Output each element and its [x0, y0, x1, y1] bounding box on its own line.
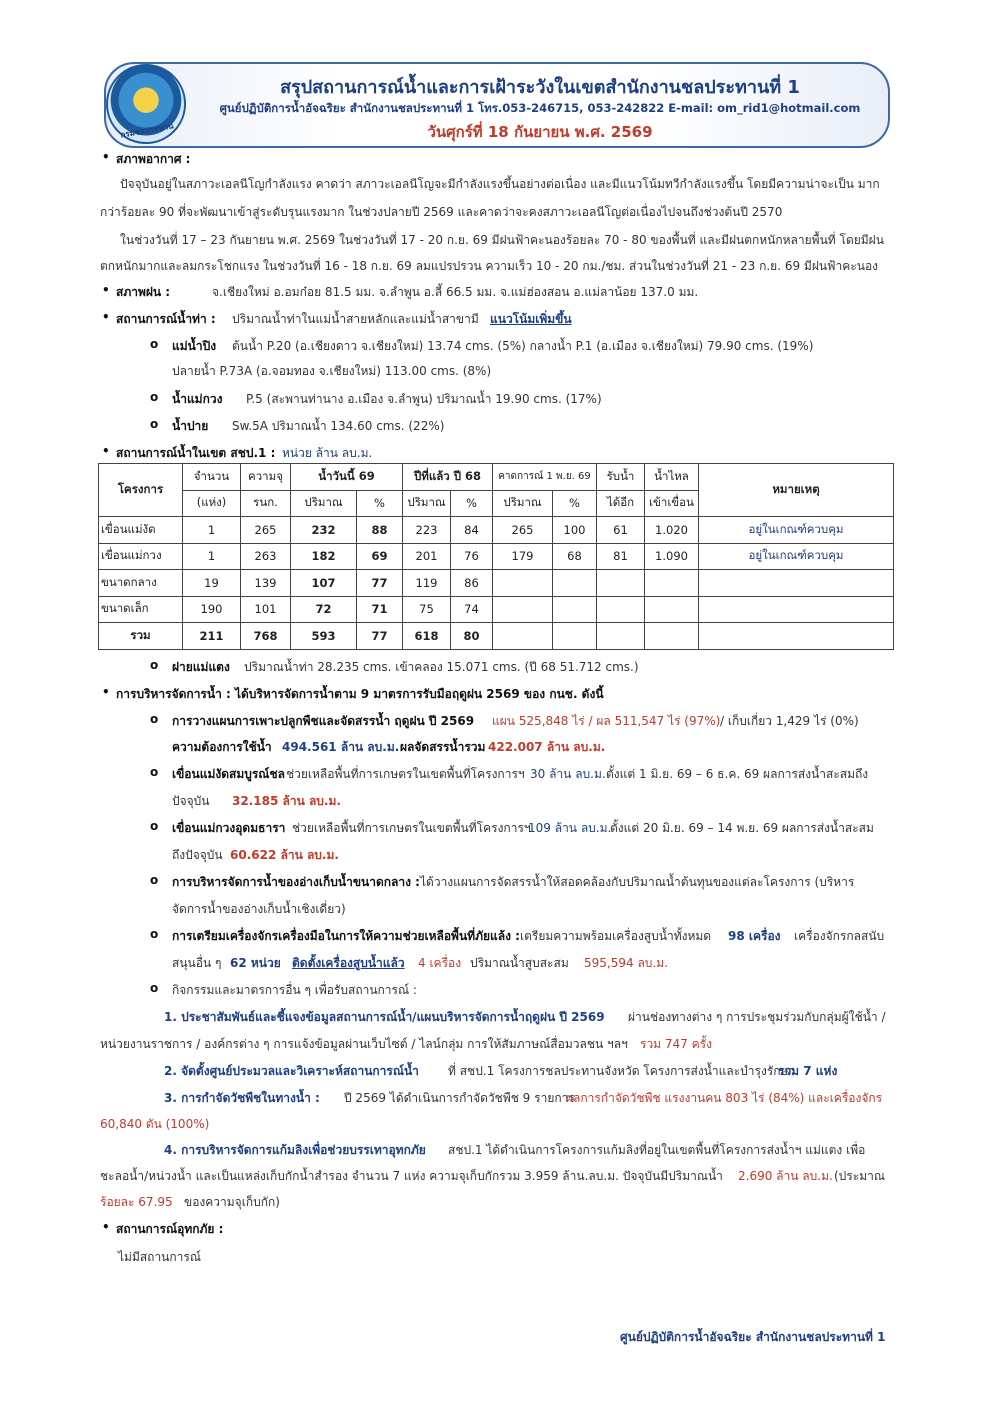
empty-cell [597, 623, 645, 650]
row-inflow: 1.020 [645, 517, 699, 544]
reservoir-heading: • สถานการณ์น้ำในเขต สชป.1 : [116, 444, 275, 463]
row-name: ขนาดเล็ก [99, 596, 183, 623]
row-fc-percent [553, 596, 597, 623]
row-fc-percent: 100 [553, 517, 597, 544]
logo-caption: กรมชลประทาน [119, 121, 175, 140]
row-remark: อยู่ในเกณฑ์ควบคุม [699, 543, 894, 570]
total-ly-percent: 80 [451, 623, 493, 650]
row-fc-volume: 265 [493, 517, 553, 544]
plan-text: แผน 525,848 ไร่ / ผล 511,547 ไร่ (97%) [492, 714, 721, 728]
ngat-line1b: 30 ล้าน ลบ.ม. [530, 767, 606, 781]
row-ly-percent: 74 [451, 596, 493, 623]
machine-line2d: 4 เครื่อง [418, 956, 462, 970]
item4-line3b: ของความจุเก็บกัก) [184, 1195, 280, 1209]
col-capacity-unit: รนก. [241, 490, 291, 517]
total-percent: 77 [357, 623, 403, 650]
row-count: 1 [183, 543, 241, 570]
item4-line1: สชป.1 ได้ดำเนินการโครงการแก้มลิงที่อยู่ในเขตพื้นที่โครงการส่งน้ำฯ แม่แตง เพื่อ [448, 1143, 866, 1157]
row-remark [699, 596, 894, 623]
weather-p1-line2: กว่าร้อยละ 90 ที่จะพัฒนาเข้าสู่ระดับรุนแรงมาก ในช่วงปลายปี 2569 และคาดว่าจะคงสภาวะเอลนีโญต่อเนื่องไปจนถึงช่วงต้นปี 2570 [100, 205, 783, 219]
col-percent: % [451, 490, 493, 517]
col-remark: หมายเหตุ [699, 464, 894, 517]
runoff-text: ปริมาณน้ำท่าในแม่น้ำสายหลักและแม่น้ำสาขามี [232, 312, 479, 326]
row-fc-volume [493, 596, 553, 623]
machine-line2b: 62 หน่วย [230, 956, 281, 970]
col-capacity: ความจุ [241, 464, 291, 491]
alloc-label: ผลจัดสรรน้ำรวม [400, 740, 486, 754]
row-remark [699, 570, 894, 597]
row-name: ขนาดกลาง [99, 570, 183, 597]
ping-line1: ต้นน้ำ P.20 (อ.เชียงดาว จ.เชียงใหม่) 13.74 cms. (5%) กลางน้ำ P.1 (อ.เมือง จ.เชียงใหม่) 79.90 cms. (19%) [232, 339, 814, 353]
item4-line3a: ร้อยละ 67.95 [100, 1195, 173, 1209]
item2-label: 2. จัดตั้งศูนย์ประมวลและวิเคราะห์สถานการณ์น้ำ [164, 1064, 419, 1078]
item2-text: ที่ สชป.1 โครงการชลประทานจังหวัด โครงการส่งน้ำและบำรุงรักษา [448, 1064, 796, 1078]
empty-cell [493, 623, 553, 650]
total-capacity: 768 [241, 623, 291, 650]
ngat-line2a: ปัจจุบัน [172, 794, 210, 808]
list-bullet: o [150, 658, 159, 672]
row-usable: 81 [597, 543, 645, 570]
list-bullet: o [150, 927, 159, 941]
col-forecast: คาดการณ์ 1 พ.ย. 69 [493, 464, 597, 491]
row-percent: 88 [357, 517, 403, 544]
machine-line2f: 595,594 ลบ.ม. [584, 956, 668, 970]
weather-heading: • สภาพอากาศ : [116, 150, 190, 169]
list-bullet: o [150, 873, 159, 887]
list-bullet: o [150, 417, 159, 431]
demand-value: 494.561 ล้าน ลบ.ม. [282, 740, 400, 754]
item3-label: 3. การกำจัดวัชพืชในทางน้ำ : [164, 1091, 320, 1105]
row-ly-volume: 201 [403, 543, 451, 570]
item3-line1b: ผลการกำจัดวัชพืช แรงงานคน 803 ไร่ (84%) และเครื่องจักร [566, 1091, 883, 1105]
row-ly-percent: 76 [451, 543, 493, 570]
alloc-value: 422.007 ล้าน ลบ.ม. [488, 740, 606, 754]
runoff-heading: • สถานการณ์น้ำท่า : [116, 310, 216, 329]
item3-line2: 60,840 ตัน (100%) [100, 1117, 210, 1131]
other-label: กิจกรรมและมาตรการอื่น ๆ เพื่อรับสถานการณ์ : [172, 983, 417, 997]
item4-line2b: 2.690 ล้าน ลบ.ม. [738, 1169, 833, 1183]
item1-line2: หน่วยงานราชการ / องค์กรต่าง ๆ การแจ้งข้อมูลผ่านเว็บไซต์ / ไลน์กลุ่ม การให้สัมภาษณ์สื่อมวลชน ฯลฯ [100, 1037, 628, 1051]
col-today: น้ำวันนี้ 69 [291, 464, 403, 491]
col-volume: ปริมาณ [403, 490, 451, 517]
mid-line1: ได้วางแผนการจัดสรรน้ำให้สอดคล้องกับปริมาณน้ำต้นทุนของแต่ละโครงการ (บริหาร [420, 875, 855, 889]
row-fc-volume: 179 [493, 543, 553, 570]
item4-line2c: (ประมาณ [834, 1169, 885, 1183]
col-volume: ปริมาณ [493, 490, 553, 517]
row-capacity: 265 [241, 517, 291, 544]
kuang-label: น้ำแม่กวง [172, 392, 223, 406]
row-capacity: 139 [241, 570, 291, 597]
col-volume: ปริมาณ [291, 490, 357, 517]
demand-label: ความต้องการใช้น้ำ [172, 740, 272, 754]
reservoir-unit: หน่วย ล้าน ลบ.ม. [282, 446, 373, 460]
item1-label: 1. ประชาสัมพันธ์และชี้แจงข้อมูลสถานการณ์น้ำ/แผนบริหารจัดการน้ำฤดูฝน ปี 2569 [164, 1010, 605, 1024]
flood-heading: • สถานการณ์อุทกภัย : [116, 1220, 223, 1239]
management-heading: • การบริหารจัดการน้ำ : ได้บริหารจัดการน้ำตาม 9 มาตรการรับมือฤดูฝน 2569 ของ กนช. ดังนี้ [116, 685, 604, 704]
ping-label: แม่น้ำปิง [172, 339, 217, 353]
total-volume: 593 [291, 623, 357, 650]
col-count-unit: (แห่ง) [183, 490, 241, 517]
row-name: เขื่อนแม่งัด [99, 517, 183, 544]
table-total-row [99, 623, 894, 650]
kuang-dam-line2b: 60.622 ล้าน ลบ.ม. [230, 848, 339, 862]
row-remark: อยู่ในเกณฑ์ควบคุม [699, 517, 894, 544]
runoff-trend: แนวโน้มเพิ่มขึ้น [490, 312, 572, 326]
table-row [99, 543, 894, 570]
item4-line2a: ชะลอน้ำ/หน่วงน้ำ และเป็นแหล่งเก็บกักน้ำสำรอง จำนวน 7 แห่ง ความจุเก็บกักรวม 3.959 ล้าน.ลบ.ม. ปัจจุบันมีปริมาณน้ำ [100, 1169, 723, 1183]
row-ly-volume: 75 [403, 596, 451, 623]
row-count: 1 [183, 517, 241, 544]
table-row [99, 570, 894, 597]
kuang-text: P.5 (สะพานท่านาง อ.เมือง จ.ลำพูน) ปริมาณน้ำ 19.90 cms. (17%) [246, 392, 602, 406]
total-name: รวม [99, 623, 183, 650]
weir-label: ฝายแม่แตง [172, 660, 230, 674]
pai-text: Sw.5A ปริมาณน้ำ 134.60 cms. (22%) [232, 419, 445, 433]
col-usable-unit: ได้อีก [597, 490, 645, 517]
col-project: โครงการ [99, 464, 183, 517]
col-percent: % [553, 490, 597, 517]
item4-label: 4. การบริหารจัดการแก้มลิงเพื่อช่วยบรรเทาอุทกภัย [164, 1143, 426, 1157]
row-ly-volume: 223 [403, 517, 451, 544]
col-count: จำนวน [183, 464, 241, 491]
kuang-dam-line1b: 109 ล้าน ลบ.ม. [528, 821, 612, 835]
row-count: 190 [183, 596, 241, 623]
item1-total: รวม 747 ครั้ง [640, 1037, 712, 1051]
row-usable [597, 596, 645, 623]
table-row [99, 596, 894, 623]
report-date: วันศุกร์ที่ 18 กันยายน พ.ศ. 2569 [427, 123, 653, 141]
rain-heading: • สภาพฝน : [116, 283, 170, 302]
machine-line1b: 98 เครื่อง [728, 929, 781, 943]
ngat-label: เขื่อนแม่งัดสมบูรณ์ชล [172, 767, 285, 781]
row-volume: 107 [291, 570, 357, 597]
list-bullet: o [150, 390, 159, 404]
page-subtitle: ศูนย์ปฏิบัติการน้ำอัจฉริยะ สำนักงานชลประทานที่ 1 โทร.053-246715, 053-242822 E-mail: om_rid1@hotmail.com [219, 101, 861, 115]
weir-text: ปริมาณน้ำท่า 28.235 cms. เข้าคลอง 15.071 cms. (ปี 68 51.712 cms.) [244, 660, 639, 674]
row-inflow [645, 570, 699, 597]
row-volume: 72 [291, 596, 357, 623]
plan-label: การวางแผนการเพาะปลูกพืชและจัดสรรน้ำ ฤดูฝน ปี 2569 [172, 714, 475, 728]
row-inflow [645, 596, 699, 623]
row-percent: 77 [357, 570, 403, 597]
kuang-dam-line1a: ช่วยเหลือพื้นที่การเกษตรในเขตพื้นที่โครงการฯ [292, 821, 531, 835]
table-row [99, 517, 894, 544]
kuang-dam-line1c: ตั้งแต่ 20 มิ.ย. 69 – 14 พ.ย. 69 ผลการส่งน้ำสะสม [610, 821, 874, 835]
row-usable: 61 [597, 517, 645, 544]
row-ly-volume: 119 [403, 570, 451, 597]
total-count: 211 [183, 623, 241, 650]
list-bullet: o [150, 819, 159, 833]
pai-label: น้ำปาย [172, 419, 209, 433]
machine-line2e: ปริมาณน้ำสูบสะสม [470, 956, 569, 970]
row-inflow: 1.090 [645, 543, 699, 570]
col-percent: % [357, 490, 403, 517]
weather-p2-line2: ตกหนักมากและลมกระโชกแรง ในช่วงวันที่ 16 - 18 ก.ย. 69 ลมแปรปรวน ความเร็ว 10 - 20 กม./ชม. ส่วนในช่วงวันที่ 21 - 23 ก.ย. 69 มีฝนฟ้าคะนอง [100, 259, 879, 273]
mid-line2: จัดการน้ำของอ่างเก็บน้ำเชิงเดี่ยว) [172, 902, 346, 916]
row-fc-volume [493, 570, 553, 597]
row-volume: 232 [291, 517, 357, 544]
row-fc-percent: 68 [553, 543, 597, 570]
flood-text: ไม่มีสถานการณ์ [118, 1250, 201, 1264]
footer-text: ศูนย์ปฏิบัติการน้ำอัจฉริยะ สำนักงานชลประทานที่ 1 [620, 1330, 886, 1344]
empty-cell [553, 623, 597, 650]
row-name: เขื่อนแม่กวง [99, 543, 183, 570]
list-bullet: o [150, 765, 159, 779]
plan-harvest: / เก็บเกี่ยว 1,429 ไร่ (0%) [720, 714, 859, 728]
rain-text: จ.เชียงใหม่ อ.อมก๋อย 81.5 มม. จ.ลำพูน อ.ลี้ 66.5 มม. จ.แม่ฮ่องสอน อ.แม่ลาน้อย 137.0 มม. [212, 285, 699, 299]
machine-line2a: สนุนอื่น ๆ [172, 956, 222, 970]
row-fc-percent [553, 570, 597, 597]
list-bullet: o [150, 981, 159, 995]
reservoir-table [98, 463, 894, 650]
ping-line2: ปลายน้ำ P.73A (อ.จอมทอง จ.เชียงใหม่) 113.00 cms. (8%) [172, 364, 492, 378]
machine-line1a: เตรียมความพร้อมเครื่องสูบน้ำทั้งหมด [520, 929, 712, 943]
ngat-line2b: 32.185 ล้าน ลบ.ม. [232, 794, 341, 808]
row-percent: 69 [357, 543, 403, 570]
row-ly-percent: 84 [451, 517, 493, 544]
row-volume: 182 [291, 543, 357, 570]
row-capacity: 101 [241, 596, 291, 623]
page-title: สรุปสถานการณ์น้ำและการเฝ้าระวังในเขตสำนักงานชลประทานที่ 1 [280, 77, 800, 98]
empty-cell [699, 623, 894, 650]
item2-total: รวม 7 แห่ง [778, 1064, 838, 1078]
item3-line1a: ปี 2569 ได้ดำเนินการกำจัดวัชพืช 9 รายการ [344, 1091, 575, 1105]
ngat-line1a: ช่วยเหลือพื้นที่การเกษตรในเขตพื้นที่โครงการฯ [286, 767, 525, 781]
col-inflow-unit: เข้าเขื่อน [645, 490, 699, 517]
total-ly-volume: 618 [403, 623, 451, 650]
weather-p1-line1: ปัจจุบันอยู่ในสภาวะเอลนีโญกำลังแรง คาดว่า สภาวะเอลนีโญจะมีกำลังแรงขึ้นอย่างต่อเนื่อง และมีแนวโน้มทวีกำลังแรงขึ้น โดยมีความน่าจะเป็น มาก [120, 177, 880, 191]
row-percent: 71 [357, 596, 403, 623]
row-usable [597, 570, 645, 597]
row-ly-percent: 86 [451, 570, 493, 597]
machine-line1c: เครื่องจักรกลสนับ [794, 929, 885, 943]
weather-p2-line1: ในช่วงวันที่ 17 – 23 กันยายน พ.ศ. 2569 ในช่วงวันที่ 17 - 20 ก.ย. 69 มีฝนฟ้าคะนองร้อยละ 70 - 80 ของพื้นที่ และมีฝนตกหนักหลายพื้นที่ โดยมีฝน [120, 233, 884, 247]
row-capacity: 263 [241, 543, 291, 570]
empty-cell [645, 623, 699, 650]
kuang-dam-line2a: ถึงปัจจุบัน [172, 848, 223, 862]
mid-label: การบริหารจัดการน้ำของอ่างเก็บน้ำขนาดกลาง : [172, 875, 420, 889]
list-bullet: o [150, 337, 159, 351]
kuang-dam-label: เขื่อนแม่กวงอุดมธารา [172, 821, 286, 835]
list-bullet: o [150, 712, 159, 726]
row-count: 19 [183, 570, 241, 597]
col-usable: รับน้ำ [597, 464, 645, 491]
col-inflow: น้ำไหล [645, 464, 699, 491]
item1-line1: ผ่านช่องทางต่าง ๆ การประชุมร่วมกับกลุ่มผู้ใช้น้ำ / [628, 1010, 886, 1024]
machine-line2c: ติดตั้งเครื่องสูบน้ำแล้ว [292, 956, 405, 970]
ngat-line1c: ตั้งแต่ 1 มิ.ย. 69 – 6 ธ.ค. 69 ผลการส่งน้ำสะสมถึง [606, 767, 869, 781]
machine-label: การเตรียมเครื่องจักรเครื่องมือในการให้ความช่วยเหลือพื้นที่ภัยแล้ง : [172, 929, 520, 943]
col-lastyear: ปีที่แล้ว ปี 68 [403, 464, 493, 491]
table-header-row [99, 464, 894, 491]
